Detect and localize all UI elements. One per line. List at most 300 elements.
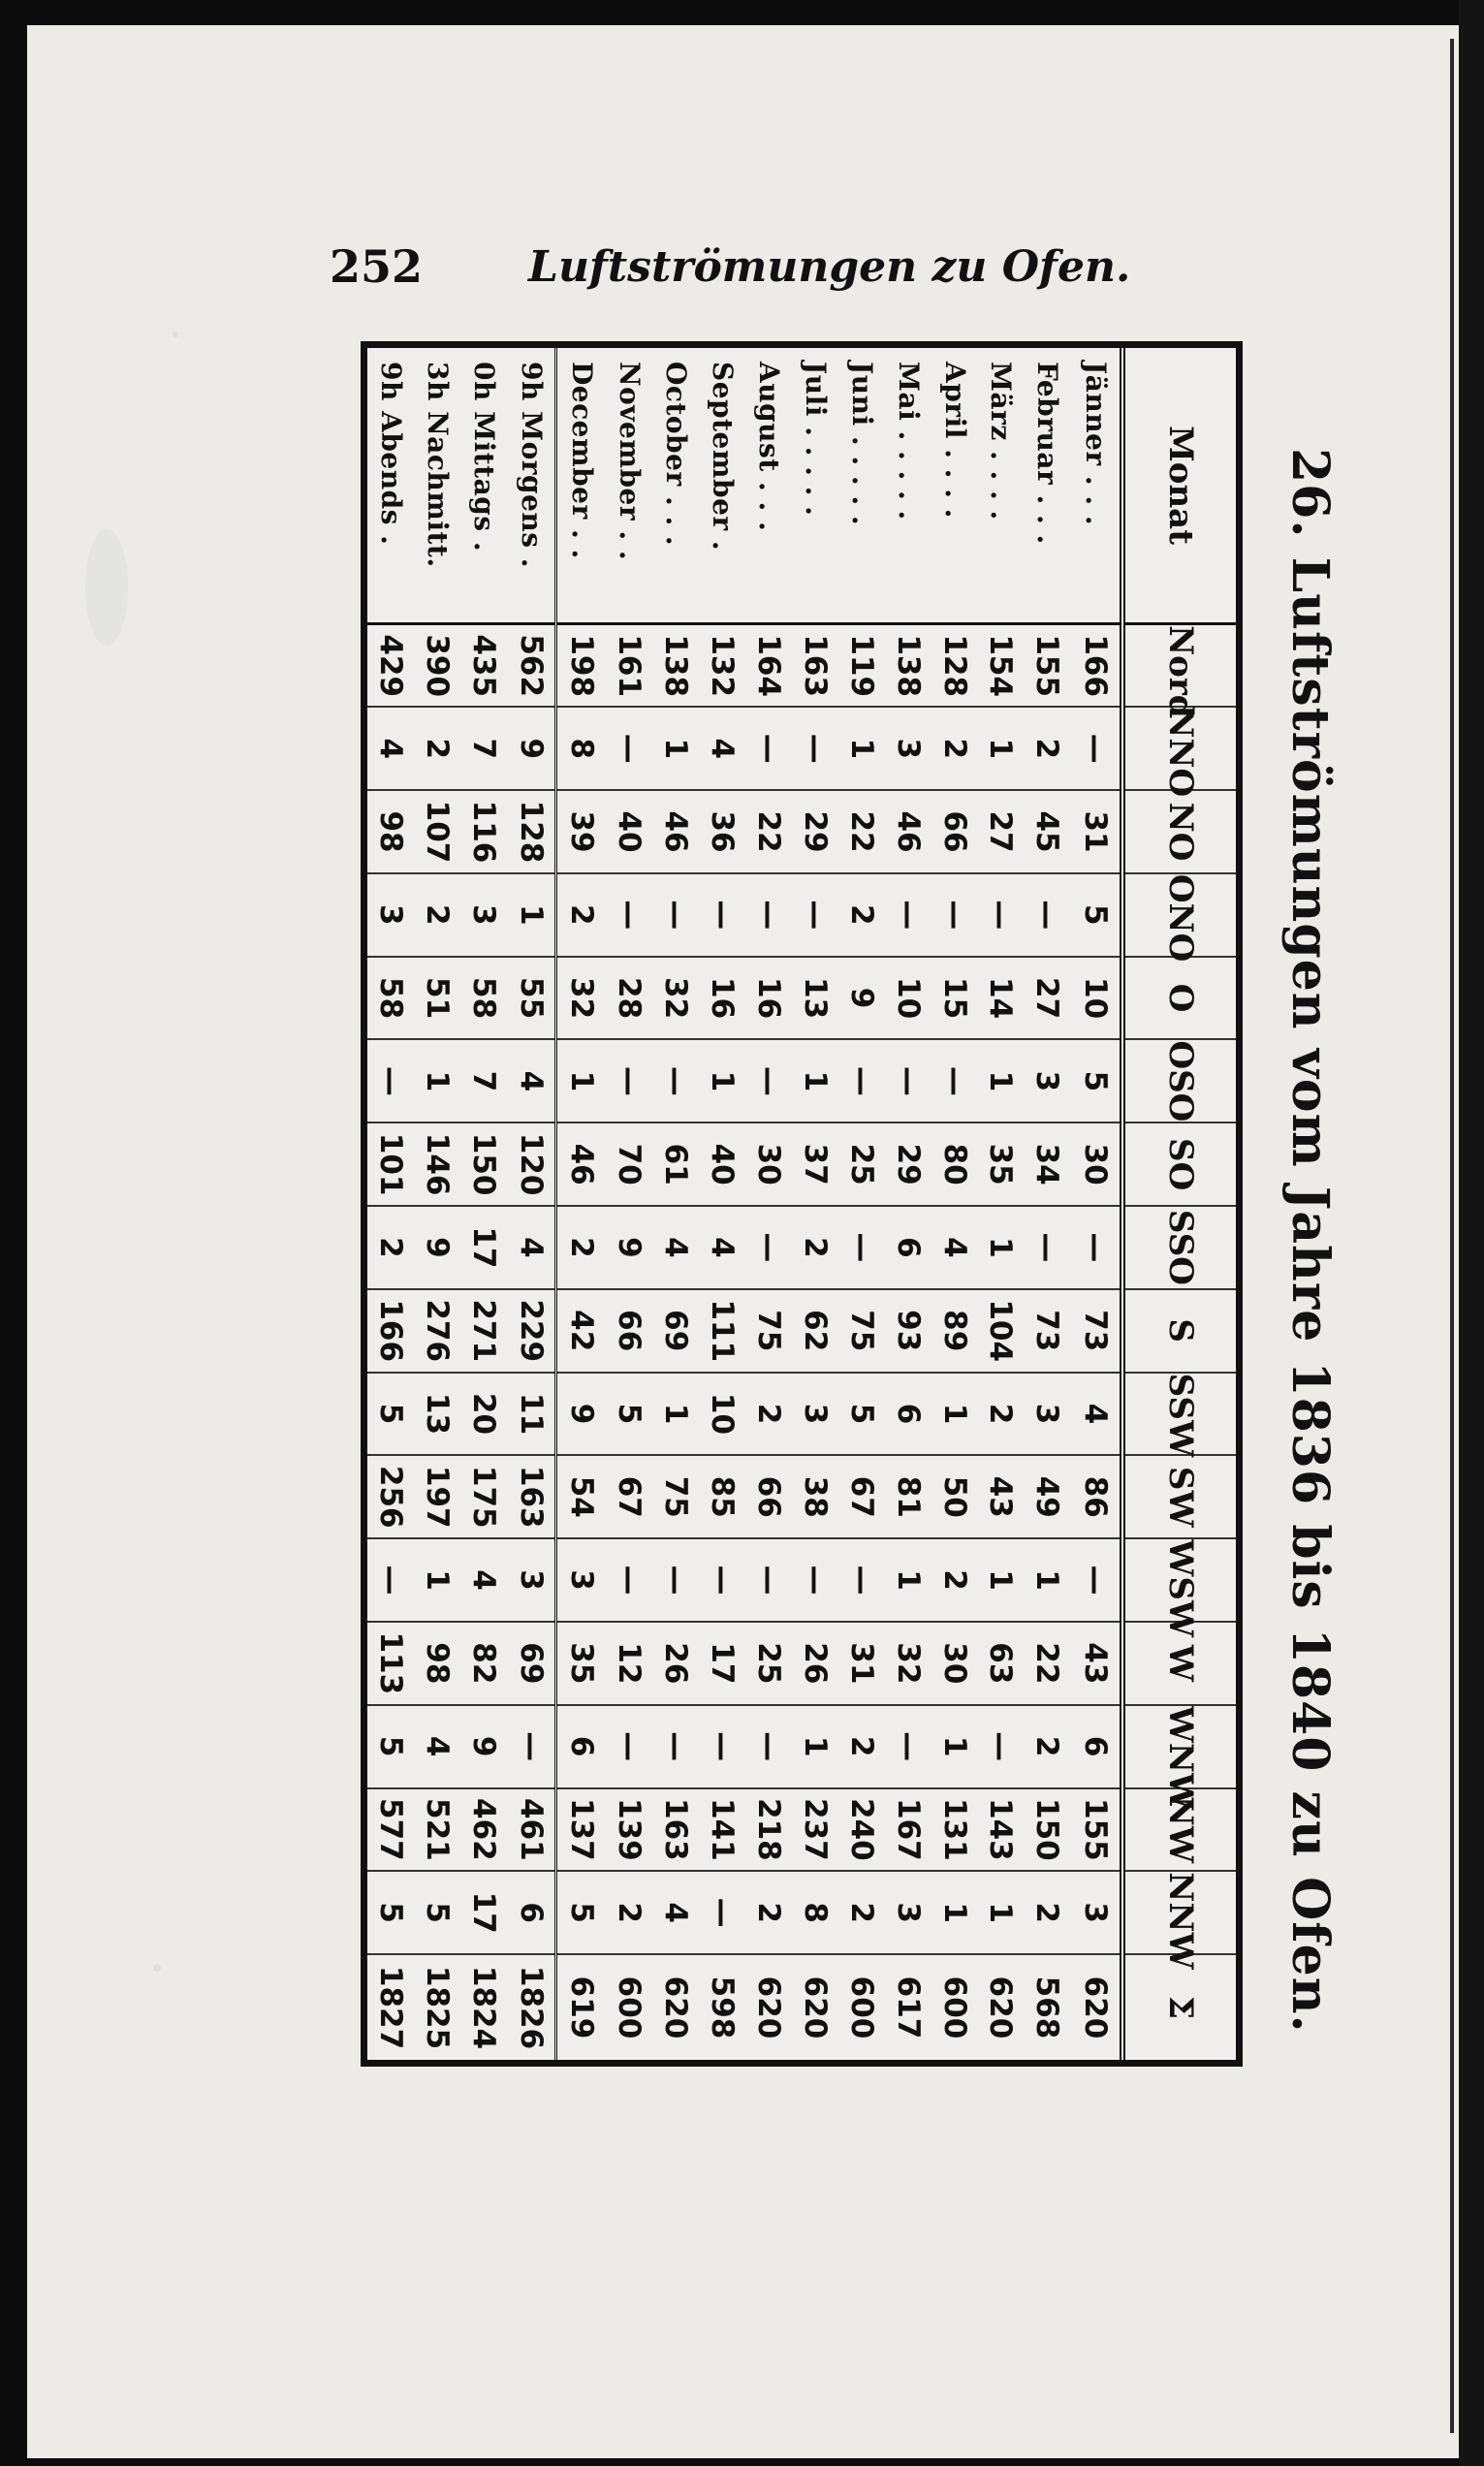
table-cell: 25 <box>745 1622 792 1705</box>
table-cell: 89 <box>931 1289 978 1373</box>
table-cell: 138 <box>885 624 931 708</box>
page-heading: Luftströmungen zu Ofen. <box>528 242 1131 292</box>
table-cell: 7 <box>460 1039 507 1122</box>
table-cell: 1 <box>978 1538 1025 1622</box>
table-row <box>652 348 699 2060</box>
table-body <box>367 348 1122 2060</box>
scanned-page <box>27 25 1460 2458</box>
table-cell: 600 <box>931 1954 978 2060</box>
table-cell: 5 <box>606 1373 652 1456</box>
table-cell: 58 <box>367 957 414 1040</box>
table-cell: — <box>885 1039 931 1122</box>
table-cell: 2 <box>931 707 978 790</box>
running-head <box>330 240 1202 299</box>
table-cell: 5 <box>1070 873 1122 957</box>
paper-speck <box>153 1964 161 1972</box>
table-cell: 13 <box>414 1373 460 1456</box>
table-header-row <box>1122 348 1236 2060</box>
table-title: 26. Luftströmungen vom Jahre 1836 bis 1840 zu Ofen. <box>1280 448 1340 2034</box>
table-cell: 5 <box>367 1373 414 1456</box>
table-cell: 240 <box>838 1788 885 1872</box>
table-cell: 27 <box>1024 957 1070 1040</box>
table-cell: — <box>1070 707 1122 790</box>
table-cell: 1 <box>652 1373 699 1456</box>
header-ono: ONO <box>1122 873 1236 957</box>
table-cell: 10 <box>1070 957 1122 1040</box>
table-cell: 10 <box>699 1373 745 1456</box>
table-cell: 1 <box>556 1039 606 1122</box>
header-sso: SSO <box>1122 1206 1236 1289</box>
table-cell: 9 <box>507 707 556 790</box>
table-cell: 4 <box>652 1871 699 1954</box>
table-cell: 1 <box>978 1871 1025 1954</box>
table-cell: 1 <box>838 707 885 790</box>
rotated-table-content <box>357 341 1363 2074</box>
row-label: 0h Mittags . <box>460 348 507 624</box>
table-cell: 1824 <box>460 1954 507 2060</box>
table-row <box>792 348 838 2060</box>
table-cell: 13 <box>792 957 838 1040</box>
table-cell: 3 <box>885 707 931 790</box>
table-cell: 2 <box>606 1871 652 1954</box>
table-cell: — <box>1024 1206 1070 1289</box>
table-cell: 43 <box>978 1455 1025 1538</box>
table-row <box>978 348 1025 2060</box>
table-cell: 6 <box>885 1206 931 1289</box>
table-cell: 32 <box>885 1622 931 1705</box>
table-cell: 3 <box>1024 1039 1070 1122</box>
table-cell: 163 <box>792 624 838 708</box>
table-cell: 390 <box>414 624 460 708</box>
table-cell: 67 <box>606 1455 652 1538</box>
table-cell: 35 <box>978 1122 1025 1206</box>
table-cell: 128 <box>931 624 978 708</box>
table-cell: 93 <box>885 1289 931 1373</box>
table-cell: 45 <box>1024 790 1070 873</box>
table-cell: 132 <box>699 624 745 708</box>
row-label: 9h Abends . <box>367 348 414 624</box>
table-cell: 229 <box>507 1289 556 1373</box>
row-label: 9h Morgens . <box>507 348 556 624</box>
table-cell: 26 <box>652 1622 699 1705</box>
table-cell: 150 <box>1024 1788 1070 1872</box>
table-cell: 50 <box>931 1455 978 1538</box>
table-cell: — <box>838 1039 885 1122</box>
table-cell: 116 <box>460 790 507 873</box>
table-cell: 2 <box>838 1705 885 1788</box>
table-cell: 17 <box>460 1206 507 1289</box>
table-cell: 75 <box>745 1289 792 1373</box>
table-cell: 1 <box>699 1039 745 1122</box>
table-cell: 38 <box>792 1455 838 1538</box>
table-cell: 2 <box>414 707 460 790</box>
table-cell: 4 <box>1070 1373 1122 1456</box>
table-cell: 1 <box>414 1538 460 1622</box>
table-cell: 620 <box>978 1954 1025 2060</box>
table-cell: 3 <box>367 873 414 957</box>
table-cell: — <box>978 1705 1025 1788</box>
table-cell: 167 <box>885 1788 931 1872</box>
header-oso: OSO <box>1122 1039 1236 1122</box>
table-cell: 40 <box>699 1122 745 1206</box>
table-cell: 128 <box>507 790 556 873</box>
table-cell: 2 <box>745 1373 792 1456</box>
header-nw: NW <box>1122 1788 1236 1872</box>
table-cell: 155 <box>1070 1788 1122 1872</box>
table-row <box>367 348 414 2060</box>
table-cell: 4 <box>652 1206 699 1289</box>
table-cell: 101 <box>367 1122 414 1206</box>
table-cell: 75 <box>652 1455 699 1538</box>
page-number: 252 <box>330 240 424 293</box>
header-o: O <box>1122 957 1236 1040</box>
table-cell: 10 <box>885 957 931 1040</box>
table-cell: 49 <box>1024 1455 1070 1538</box>
table-cell: — <box>838 1206 885 1289</box>
table-cell: 141 <box>699 1788 745 1872</box>
table-cell: — <box>745 1206 792 1289</box>
table-cell: 69 <box>507 1622 556 1705</box>
row-label: März . . . . <box>978 348 1025 624</box>
table-cell: 73 <box>1024 1289 1070 1373</box>
table-cell: 2 <box>838 1871 885 1954</box>
table-cell: 150 <box>460 1122 507 1206</box>
paper-speck <box>173 332 178 337</box>
header-nnw: NNW <box>1122 1871 1236 1954</box>
table-cell: 27 <box>978 790 1025 873</box>
table-cell: 1 <box>1024 1538 1070 1622</box>
table-cell: 143 <box>978 1788 1025 1872</box>
table-cell: 7 <box>460 707 507 790</box>
table-cell: 577 <box>367 1788 414 1872</box>
table-cell: 30 <box>1070 1122 1122 1206</box>
table-cell: 4 <box>699 1206 745 1289</box>
table-cell: 2 <box>978 1373 1025 1456</box>
table-cell: 2 <box>931 1538 978 1622</box>
table-cell: 15 <box>931 957 978 1040</box>
table-cell: 154 <box>978 624 1025 708</box>
table-cell: — <box>745 873 792 957</box>
header-wnw: WNW <box>1122 1705 1236 1788</box>
table-cell: 6 <box>885 1373 931 1456</box>
table-cell: 62 <box>792 1289 838 1373</box>
table-cell: 137 <box>556 1788 606 1872</box>
table-cell: 1 <box>978 1039 1025 1122</box>
table-cell: — <box>652 1538 699 1622</box>
table-cell: 107 <box>414 790 460 873</box>
header-so: SO <box>1122 1122 1236 1206</box>
table-cell: 4 <box>507 1206 556 1289</box>
table-cell: 3 <box>556 1538 606 1622</box>
table-cell: 2 <box>367 1206 414 1289</box>
table-cell: — <box>606 707 652 790</box>
table-cell: 4 <box>367 707 414 790</box>
table-cell: 1826 <box>507 1954 556 2060</box>
table-cell: 462 <box>460 1788 507 1872</box>
table-cell: 6 <box>1070 1705 1122 1788</box>
table-cell: 3 <box>507 1538 556 1622</box>
table-cell: 163 <box>507 1455 556 1538</box>
table-cell: 1827 <box>367 1954 414 2060</box>
table-cell: 70 <box>606 1122 652 1206</box>
table-cell: 12 <box>606 1622 652 1705</box>
table-cell: 6 <box>507 1871 556 1954</box>
table-cell: 1 <box>931 1705 978 1788</box>
table-cell: 32 <box>652 957 699 1040</box>
table-cell: — <box>652 873 699 957</box>
table-cell: 26 <box>792 1622 838 1705</box>
table-cell: 40 <box>606 790 652 873</box>
header-ssw: SSW <box>1122 1373 1236 1456</box>
header-month: Monat <box>1122 348 1236 624</box>
table-cell: — <box>885 1705 931 1788</box>
wind-table <box>367 348 1236 2060</box>
table-cell: 1825 <box>414 1954 460 2060</box>
table-cell: 67 <box>838 1455 885 1538</box>
table-cell: 98 <box>414 1622 460 1705</box>
table-cell: 55 <box>507 957 556 1040</box>
table-cell: — <box>931 1039 978 1122</box>
table-cell: 113 <box>367 1622 414 1705</box>
row-label: Juni . . . . . <box>838 348 885 624</box>
table-cell: 9 <box>460 1705 507 1788</box>
table-cell: 69 <box>652 1289 699 1373</box>
table-cell: 3 <box>885 1871 931 1954</box>
table-row <box>460 348 507 2060</box>
table-cell: 4 <box>414 1705 460 1788</box>
table-cell: 31 <box>838 1622 885 1705</box>
table-cell: 568 <box>1024 1954 1070 2060</box>
header-wsw: WSW <box>1122 1538 1236 1622</box>
table-cell: — <box>367 1039 414 1122</box>
header-nord: Nord <box>1122 624 1236 708</box>
table-cell: — <box>1024 873 1070 957</box>
table-row <box>606 348 652 2060</box>
table-cell: 1 <box>885 1538 931 1622</box>
table-cell: — <box>652 1705 699 1788</box>
table-row <box>507 348 556 2060</box>
table-cell: 85 <box>699 1455 745 1538</box>
table-cell: 16 <box>699 957 745 1040</box>
table-cell: 218 <box>745 1788 792 1872</box>
table-cell: 16 <box>745 957 792 1040</box>
table-cell: — <box>606 1538 652 1622</box>
rotated-table-region <box>357 341 1363 2074</box>
table-cell: 31 <box>1070 790 1122 873</box>
table-cell: 6 <box>556 1705 606 1788</box>
table-cell: — <box>699 1705 745 1788</box>
table-cell: 82 <box>460 1622 507 1705</box>
table-cell: 9 <box>838 957 885 1040</box>
table-cell: 600 <box>838 1954 885 2060</box>
page-edge-line <box>1450 39 1454 2433</box>
table-cell: 22 <box>1024 1622 1070 1705</box>
table-cell: 237 <box>792 1788 838 1872</box>
table-cell: 34 <box>1024 1122 1070 1206</box>
table-cell: 32 <box>556 957 606 1040</box>
table-cell: 161 <box>606 624 652 708</box>
table-cell: — <box>606 1705 652 1788</box>
table-cell: 22 <box>838 790 885 873</box>
table-cell: 2 <box>792 1206 838 1289</box>
table-cell: 1 <box>414 1039 460 1122</box>
table-cell: — <box>978 873 1025 957</box>
header-nno: NNO <box>1122 707 1236 790</box>
table-cell: 163 <box>652 1788 699 1872</box>
row-label: November . . <box>606 348 652 624</box>
table-cell: 36 <box>699 790 745 873</box>
row-label: Mai . . . . . <box>885 348 931 624</box>
table-cell: 429 <box>367 624 414 708</box>
table-cell: — <box>885 873 931 957</box>
table-cell: 73 <box>1070 1289 1122 1373</box>
table-cell: 617 <box>885 1954 931 2060</box>
table-cell: 5 <box>367 1871 414 1954</box>
table-cell: 5 <box>1070 1039 1122 1122</box>
table-cell: 562 <box>507 624 556 708</box>
table-cell: 20 <box>460 1373 507 1456</box>
row-label: 3h Nachmitt. <box>414 348 460 624</box>
table-cell: 120 <box>507 1122 556 1206</box>
header-s: S <box>1122 1289 1236 1373</box>
table-cell: 1 <box>978 1206 1025 1289</box>
table-cell: — <box>745 1039 792 1122</box>
table-cell: 2 <box>556 1206 606 1289</box>
table-cell: 3 <box>1024 1373 1070 1456</box>
table-frame <box>361 341 1243 2067</box>
table-cell: 2 <box>838 873 885 957</box>
table-cell: 54 <box>556 1455 606 1538</box>
table-cell: 1 <box>978 707 1025 790</box>
table-cell: 9 <box>556 1373 606 1456</box>
table-cell: 131 <box>931 1788 978 1872</box>
table-cell: 11 <box>507 1373 556 1456</box>
table-cell: — <box>931 873 978 957</box>
table-cell: 1 <box>931 1871 978 1954</box>
table-cell: 30 <box>931 1622 978 1705</box>
table-cell: 461 <box>507 1788 556 1872</box>
table-cell: 22 <box>745 790 792 873</box>
table-cell: 4 <box>460 1538 507 1622</box>
table-cell: 111 <box>699 1289 745 1373</box>
table-row <box>1024 348 1070 2060</box>
table-cell: 5 <box>367 1705 414 1788</box>
table-cell: 164 <box>745 624 792 708</box>
table-cell: 620 <box>745 1954 792 2060</box>
table-cell: 37 <box>792 1122 838 1206</box>
header-sw: SW <box>1122 1455 1236 1538</box>
table-cell: 276 <box>414 1289 460 1373</box>
table-cell: 8 <box>792 1871 838 1954</box>
table-cell: 620 <box>1070 1954 1122 2060</box>
table-cell: 9 <box>606 1206 652 1289</box>
table-cell: — <box>699 1538 745 1622</box>
table-cell: — <box>792 707 838 790</box>
table-row <box>699 348 745 2060</box>
table-cell: 146 <box>414 1122 460 1206</box>
table-cell: 66 <box>606 1289 652 1373</box>
table-cell: 2 <box>1024 1871 1070 1954</box>
table-row <box>838 348 885 2060</box>
table-cell: 4 <box>507 1039 556 1122</box>
table-cell: 25 <box>838 1122 885 1206</box>
table-cell: 2 <box>414 873 460 957</box>
table-cell: 600 <box>606 1954 652 2060</box>
table-cell: — <box>1070 1538 1122 1622</box>
page-edge-shadow <box>1459 0 1484 2466</box>
table-cell: 1 <box>652 707 699 790</box>
table-cell: 28 <box>606 957 652 1040</box>
table-cell: — <box>699 873 745 957</box>
row-label: October . . . <box>652 348 699 624</box>
table-cell: — <box>367 1538 414 1622</box>
table-cell: — <box>606 1039 652 1122</box>
table-cell: 5 <box>838 1373 885 1456</box>
table-cell: — <box>745 1705 792 1788</box>
table-cell: 166 <box>367 1289 414 1373</box>
table-cell: 75 <box>838 1289 885 1373</box>
table-row <box>1070 348 1122 2060</box>
header-no: NO <box>1122 790 1236 873</box>
table-cell: 80 <box>931 1122 978 1206</box>
table-cell: 17 <box>699 1622 745 1705</box>
table-cell: 271 <box>460 1289 507 1373</box>
table-row <box>885 348 931 2060</box>
row-label: April . . . . <box>931 348 978 624</box>
table-cell: 435 <box>460 624 507 708</box>
table-cell: 155 <box>1024 624 1070 708</box>
table-cell: 2 <box>556 873 606 957</box>
table-cell: 81 <box>885 1455 931 1538</box>
row-label: Juli . . . . . <box>792 348 838 624</box>
table-cell: 66 <box>931 790 978 873</box>
table-cell: 139 <box>606 1788 652 1872</box>
table-cell: — <box>792 1538 838 1622</box>
table-cell: 175 <box>460 1455 507 1538</box>
header-w: W <box>1122 1622 1236 1705</box>
row-label: Februar . . . <box>1024 348 1070 624</box>
table-cell: 46 <box>885 790 931 873</box>
table-cell: 197 <box>414 1455 460 1538</box>
table-cell: 35 <box>556 1622 606 1705</box>
table-cell: 1 <box>792 1039 838 1122</box>
table-cell: 4 <box>931 1206 978 1289</box>
table-cell: 39 <box>556 790 606 873</box>
table-cell: 256 <box>367 1455 414 1538</box>
table-cell: 5 <box>414 1871 460 1954</box>
table-row <box>556 348 606 2060</box>
table-cell: 2 <box>1024 707 1070 790</box>
table-cell: — <box>507 1705 556 1788</box>
table-cell: 3 <box>792 1373 838 1456</box>
row-label: September . <box>699 348 745 624</box>
table-cell: 46 <box>556 1122 606 1206</box>
table-cell: 138 <box>652 624 699 708</box>
header-sum: Σ <box>1122 1954 1236 2060</box>
table-cell: — <box>838 1538 885 1622</box>
table-cell: 620 <box>792 1954 838 2060</box>
table-row <box>931 348 978 2060</box>
table-cell: 8 <box>556 707 606 790</box>
table-cell: 1 <box>931 1373 978 1456</box>
table-cell: — <box>606 873 652 957</box>
table-cell: 2 <box>745 1871 792 1954</box>
table-cell: 620 <box>652 1954 699 2060</box>
table-cell: 9 <box>414 1206 460 1289</box>
table-cell: 29 <box>792 790 838 873</box>
table-cell: — <box>792 873 838 957</box>
table-cell: 3 <box>1070 1871 1122 1954</box>
